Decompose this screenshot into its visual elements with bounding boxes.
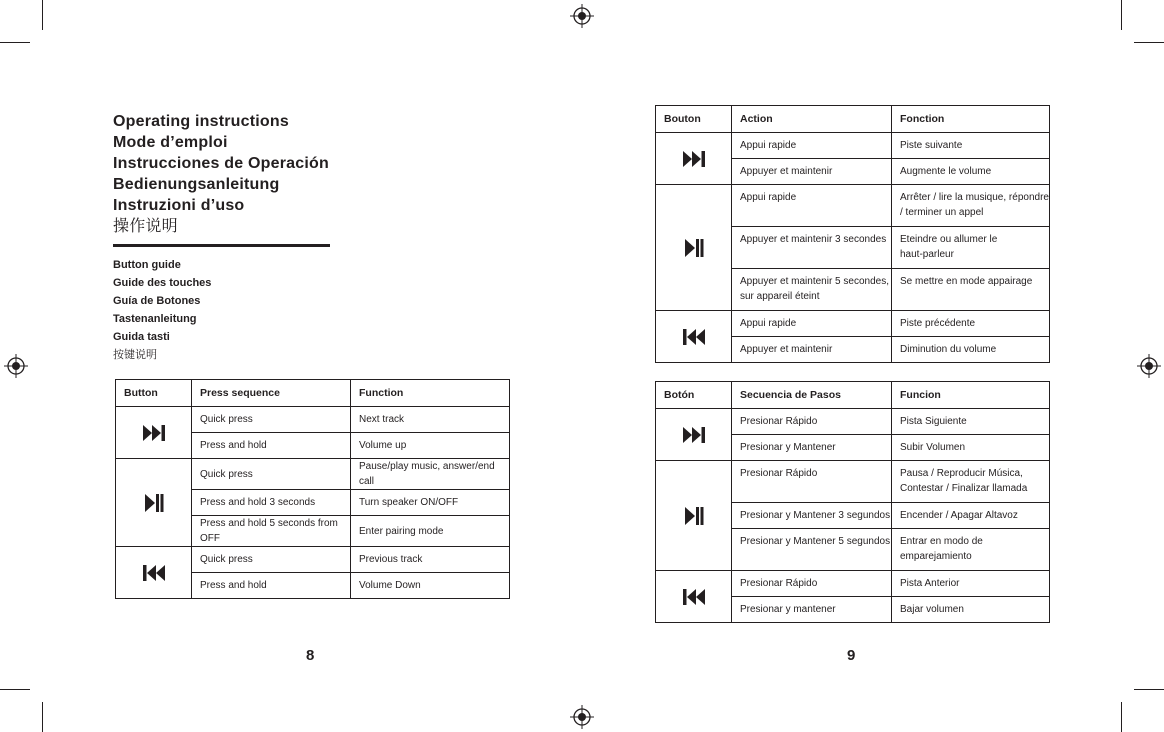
press-cell: Appuyer et maintenir 3 secondes	[732, 227, 892, 269]
header-press: Press sequence	[192, 380, 351, 407]
function-cell: Subir Volumen	[892, 435, 1050, 461]
function-cell: Enter pairing mode	[351, 516, 510, 547]
icon-cell	[116, 547, 192, 599]
header-button: Bouton	[656, 106, 732, 133]
icon-cell	[116, 407, 192, 459]
title-fr: Mode d’emploi	[113, 134, 228, 151]
function-cell: Entrar en modo de emparejamiento	[892, 529, 1050, 571]
guide-title-es: Guía de Botones	[113, 295, 201, 307]
table-header-row	[656, 106, 1050, 133]
title-zh: 操作说明	[113, 218, 178, 235]
table-row	[116, 407, 510, 433]
registration-mark-icon	[1137, 354, 1161, 378]
header-press: Action	[732, 106, 892, 133]
icon-cell	[656, 409, 732, 461]
play-pause-icon	[684, 238, 704, 258]
press-cell: Press and hold 3 seconds	[192, 490, 351, 516]
previous-track-icon	[682, 328, 706, 346]
press-cell: Presionar y mantener	[732, 597, 892, 623]
guide-title-zh: 按键说明	[113, 349, 157, 361]
icon-cell	[656, 571, 732, 623]
function-cell: Pista Siguiente	[892, 409, 1050, 435]
table-row	[656, 311, 1050, 337]
function-cell: Encender / Apagar Altavoz	[892, 503, 1050, 529]
function-cell: Volume Down	[351, 573, 510, 599]
icon-cell	[656, 185, 732, 311]
registration-mark-icon	[4, 354, 28, 378]
header-function: Function	[351, 380, 510, 407]
guide-title-de: Tastenanleitung	[113, 313, 197, 325]
icon-cell	[656, 133, 732, 185]
function-cell: Next track	[351, 407, 510, 433]
press-cell: Press and hold	[192, 573, 351, 599]
registration-mark-icon	[570, 705, 594, 729]
guide-title-fr: Guide des touches	[113, 277, 212, 289]
table-header-row	[116, 380, 510, 407]
press-cell: Quick press	[192, 547, 351, 573]
press-cell: Appui rapide	[732, 311, 892, 337]
press-cell: Presionar y Mantener 5 segundos	[732, 529, 892, 571]
crop-mark	[1121, 0, 1122, 30]
press-cell: Presionar y Mantener	[732, 435, 892, 461]
header-button: Botón	[656, 382, 732, 409]
previous-track-icon	[682, 588, 706, 606]
table-row	[656, 133, 1050, 159]
header-button: Button	[116, 380, 192, 407]
function-cell: Pause/play music, answer/end call	[351, 459, 510, 490]
next-track-icon	[682, 426, 706, 444]
function-cell: Eteindre ou allumer le haut-parleur	[892, 227, 1050, 269]
table-row	[116, 459, 510, 490]
function-cell: Se mettre en mode appairage	[892, 269, 1050, 311]
press-cell: Press and hold	[192, 433, 351, 459]
title-divider	[113, 244, 330, 247]
table-row	[656, 571, 1050, 597]
press-cell: Appuyer et maintenir	[732, 337, 892, 363]
header-function: Funcion	[892, 382, 1050, 409]
function-cell: Pausa / Reproducir Música, Contestar / Finalizar llamada	[892, 461, 1050, 503]
registration-mark-icon	[570, 4, 594, 28]
guide-title-en: Button guide	[113, 259, 181, 271]
page-number-right: 9	[847, 647, 856, 664]
press-cell: Presionar Rápido	[732, 461, 892, 503]
icon-cell	[656, 311, 732, 363]
crop-mark	[42, 702, 43, 732]
press-cell: Quick press	[192, 407, 351, 433]
press-cell: Appui rapide	[732, 185, 892, 227]
table-row	[656, 185, 1050, 227]
title-en: Operating instructions	[113, 113, 289, 130]
function-cell: Previous track	[351, 547, 510, 573]
icon-cell	[116, 459, 192, 547]
next-track-icon	[142, 424, 166, 442]
crop-mark	[42, 0, 43, 30]
table-row	[116, 547, 510, 573]
crop-mark	[1121, 702, 1122, 732]
button-table-fr	[655, 105, 1050, 363]
function-cell: Bajar volumen	[892, 597, 1050, 623]
title-it: Instruzioni d’uso	[113, 197, 245, 214]
function-cell: Augmente le volume	[892, 159, 1050, 185]
button-table-en	[115, 379, 510, 599]
function-cell: Piste suivante	[892, 133, 1050, 159]
function-cell: Pista Anterior	[892, 571, 1050, 597]
title-de: Bedienungsanleitung	[113, 176, 280, 193]
table-row	[656, 461, 1050, 503]
header-press: Secuencia de Pasos	[732, 382, 892, 409]
play-pause-icon	[684, 506, 704, 526]
function-cell: Volume up	[351, 433, 510, 459]
crop-mark	[0, 42, 30, 43]
press-cell: Quick press	[192, 459, 351, 490]
table-row	[656, 409, 1050, 435]
icon-cell	[656, 461, 732, 571]
function-cell: Diminution du volume	[892, 337, 1050, 363]
press-cell: Appuyer et maintenir	[732, 159, 892, 185]
crop-mark	[1134, 689, 1164, 690]
previous-track-icon	[142, 564, 166, 582]
title-es: Instrucciones de Operación	[113, 155, 329, 172]
function-cell: Turn speaker ON/OFF	[351, 490, 510, 516]
next-track-icon	[682, 150, 706, 168]
play-pause-icon	[144, 493, 164, 513]
press-cell: Presionar y Mantener 3 segundos	[732, 503, 892, 529]
crop-mark	[1134, 42, 1164, 43]
press-cell: Presionar Rápido	[732, 409, 892, 435]
button-table-es	[655, 381, 1050, 623]
press-cell: Presionar Rápido	[732, 571, 892, 597]
guide-title-it: Guida tasti	[113, 331, 170, 343]
crop-mark	[0, 689, 30, 690]
press-cell: Appuyer et maintenir 5 secondes, sur appareil éteint	[732, 269, 892, 311]
header-function: Fonction	[892, 106, 1050, 133]
function-cell: Arrêter / lire la musique, répondre / terminer un appel	[892, 185, 1050, 227]
function-cell: Piste précédente	[892, 311, 1050, 337]
press-cell: Appui rapide	[732, 133, 892, 159]
page-number-left: 8	[306, 647, 315, 664]
table-header-row	[656, 382, 1050, 409]
press-cell: Press and hold 5 seconds from OFF	[192, 516, 351, 547]
